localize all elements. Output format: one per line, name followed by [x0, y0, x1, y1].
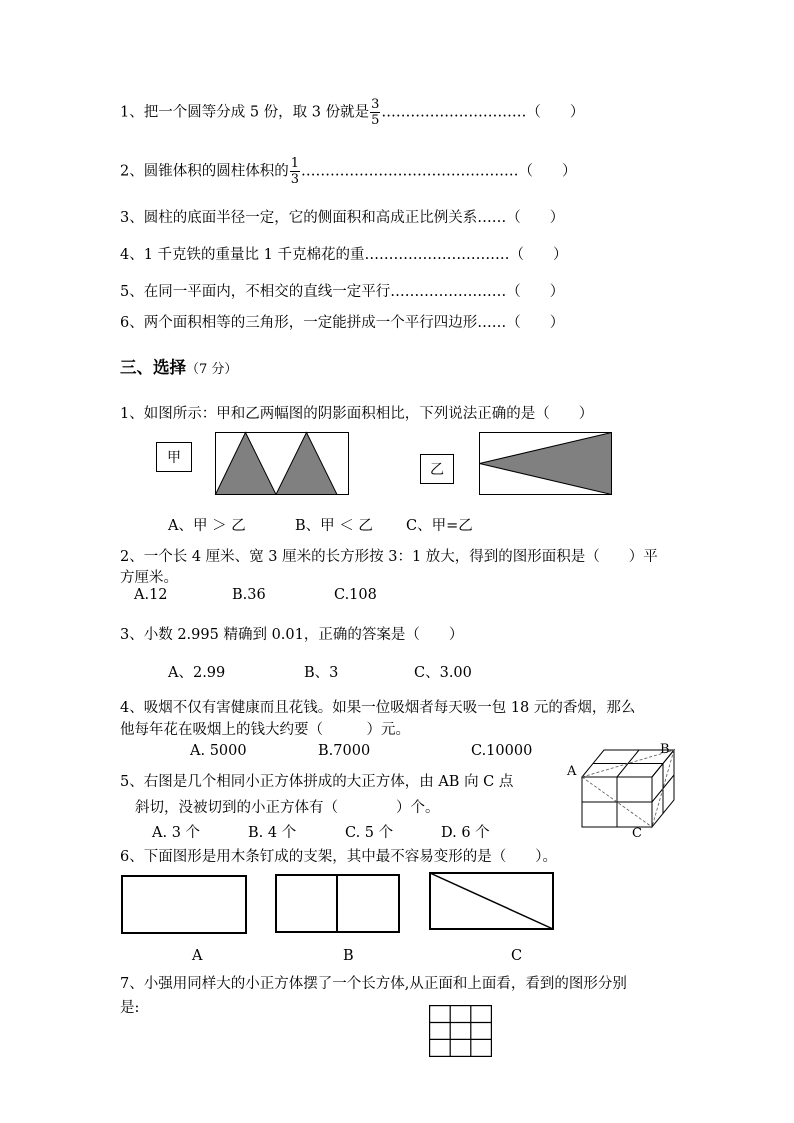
frame-label-a[interactable]: A — [192, 948, 203, 964]
label-jia: 甲 — [167, 450, 181, 466]
cube-label-c: C — [632, 826, 642, 841]
choice-q2-option-b[interactable]: B.36 — [232, 587, 266, 603]
frame-label-b[interactable]: B — [343, 948, 354, 964]
choice-q7-line2: 是: — [120, 1000, 140, 1016]
section-title: 三、选择 — [120, 358, 186, 377]
cube-label-a: A — [567, 764, 577, 779]
choice-q5-line2: 斜切，没被切到的小正方体有（ ）个。 — [135, 800, 440, 816]
figure-jia — [215, 432, 349, 496]
choice-q3-option-b[interactable]: B、3 — [304, 665, 339, 681]
choice-q2-option-c[interactable]: C.108 — [334, 587, 377, 603]
choice-q1-text: 1、如图所示：甲和乙两幅图的阴影面积相比，下列说法正确的是（ ） — [120, 406, 594, 422]
judge-item-5-text: 5、在同一平面内，不相交的直线一定平行…………………… — [120, 284, 507, 300]
answer-paren[interactable]: （ ） — [506, 210, 565, 226]
frame-c-figure — [429, 872, 554, 930]
judge-item-1-text: 1、把一个圆等分成 5 份，取 3 份就是 — [120, 104, 370, 121]
choice-q4-line2: 他每年花在吸烟上的钱大约要（ ）元。 — [120, 722, 410, 738]
judge-item-4 — [120, 243, 568, 264]
choice-q3-option-c[interactable]: C、3.00 — [414, 665, 472, 681]
judge-item-3 — [120, 206, 564, 227]
fraction-three-fifths: $\frac{3}{5}$ — [371, 97, 380, 128]
answer-paren[interactable]: （ ） — [526, 104, 585, 121]
answer-paren[interactable]: （ ） — [518, 163, 577, 180]
answer-paren[interactable]: （ ） — [506, 284, 565, 300]
judge-item-6-text: 6、两个面积相等的三角形，一定能拼成一个平行四边形…… — [120, 315, 507, 331]
choice-q5-option-a[interactable]: A. 3 个 — [152, 825, 201, 841]
grid-3x3-figure — [429, 1005, 492, 1057]
cube-label-b: B — [660, 742, 670, 757]
choice-q5-option-c[interactable]: C. 5 个 — [345, 825, 394, 841]
answer-paren[interactable]: （ ） — [509, 247, 568, 263]
judge-item-2-text: 2、圆锥体积的圆柱体积的 — [120, 163, 289, 180]
answer-paren[interactable]: （ ） — [506, 315, 565, 331]
frame-b-figure — [275, 874, 400, 933]
judge-item-6 — [120, 311, 564, 332]
choice-q6-text: 6、下面图形是用木条钉成的支架，其中最不容易变形的是（ ）。 — [120, 849, 557, 865]
judge-item-5 — [120, 280, 564, 301]
choice-q5-option-b[interactable]: B. 4 个 — [248, 825, 297, 841]
choice-q4-option-c[interactable]: C.10000 — [471, 743, 533, 759]
leader-dots: ………………………… — [381, 104, 527, 121]
judge-item-3-text: 3、圆柱的底面半径一定，它的侧面积和高成正比例关系…… — [120, 210, 507, 226]
figure-yi — [479, 432, 612, 495]
choice-q4-line1: 4、吸烟不仅有害健康而且花钱。如果一位吸烟者每天吸一包 18 元的香烟，那么 — [120, 700, 636, 716]
choice-q2-line1: 2、一个长 4 厘米、宽 3 厘米的长方形按 3：1 放大，得到的图形面积是（ ）平 — [120, 549, 658, 565]
judge-item-4-text: 4、1 千克铁的重量比 1 千克棉花的重………………………… — [120, 247, 510, 263]
label-jia-box — [156, 442, 192, 472]
choice-q1-option-c[interactable]: C、甲=乙 — [406, 518, 473, 534]
judge-item-2 — [120, 157, 577, 186]
label-yi-box — [420, 454, 454, 484]
choice-q2-line2: 方厘米。 — [120, 570, 178, 586]
label-yi: 乙 — [430, 462, 444, 478]
choice-q4-option-b[interactable]: B.7000 — [318, 743, 371, 759]
cube-figure — [565, 742, 675, 842]
choice-q5-line1: 5、右图是几个相同小正方体拼成的大正方体，由 AB 向 C 点 — [120, 774, 514, 790]
choice-q3-option-a[interactable]: A、2.99 — [168, 665, 226, 681]
section-score: （7 分） — [186, 362, 238, 377]
choice-q1-option-a[interactable]: A、甲 ＞ 乙 — [168, 518, 246, 534]
section-heading — [120, 354, 237, 378]
choice-q5-option-d[interactable]: D. 6 个 — [441, 825, 490, 841]
fraction-one-third: $\frac{1}{3}$ — [290, 156, 300, 187]
judge-item-1 — [120, 98, 584, 127]
frame-label-c[interactable]: C — [511, 948, 523, 964]
choice-q3-text: 3、小数 2.995 精确到 0.01，正确的答案是（ ） — [120, 627, 464, 643]
choice-q1-option-b[interactable]: B、甲 ＜ 乙 — [295, 518, 373, 534]
choice-q7-line1: 7、小强用同样大的小正方体摆了一个长方体,从正面和上面看，看到的图形分别 — [120, 976, 627, 992]
leader-dots: ……………………………………… — [301, 163, 519, 180]
frame-a-figure — [121, 875, 247, 934]
choice-q2-option-a[interactable]: A.12 — [134, 587, 168, 603]
choice-q4-option-a[interactable]: A. 5000 — [190, 743, 247, 759]
